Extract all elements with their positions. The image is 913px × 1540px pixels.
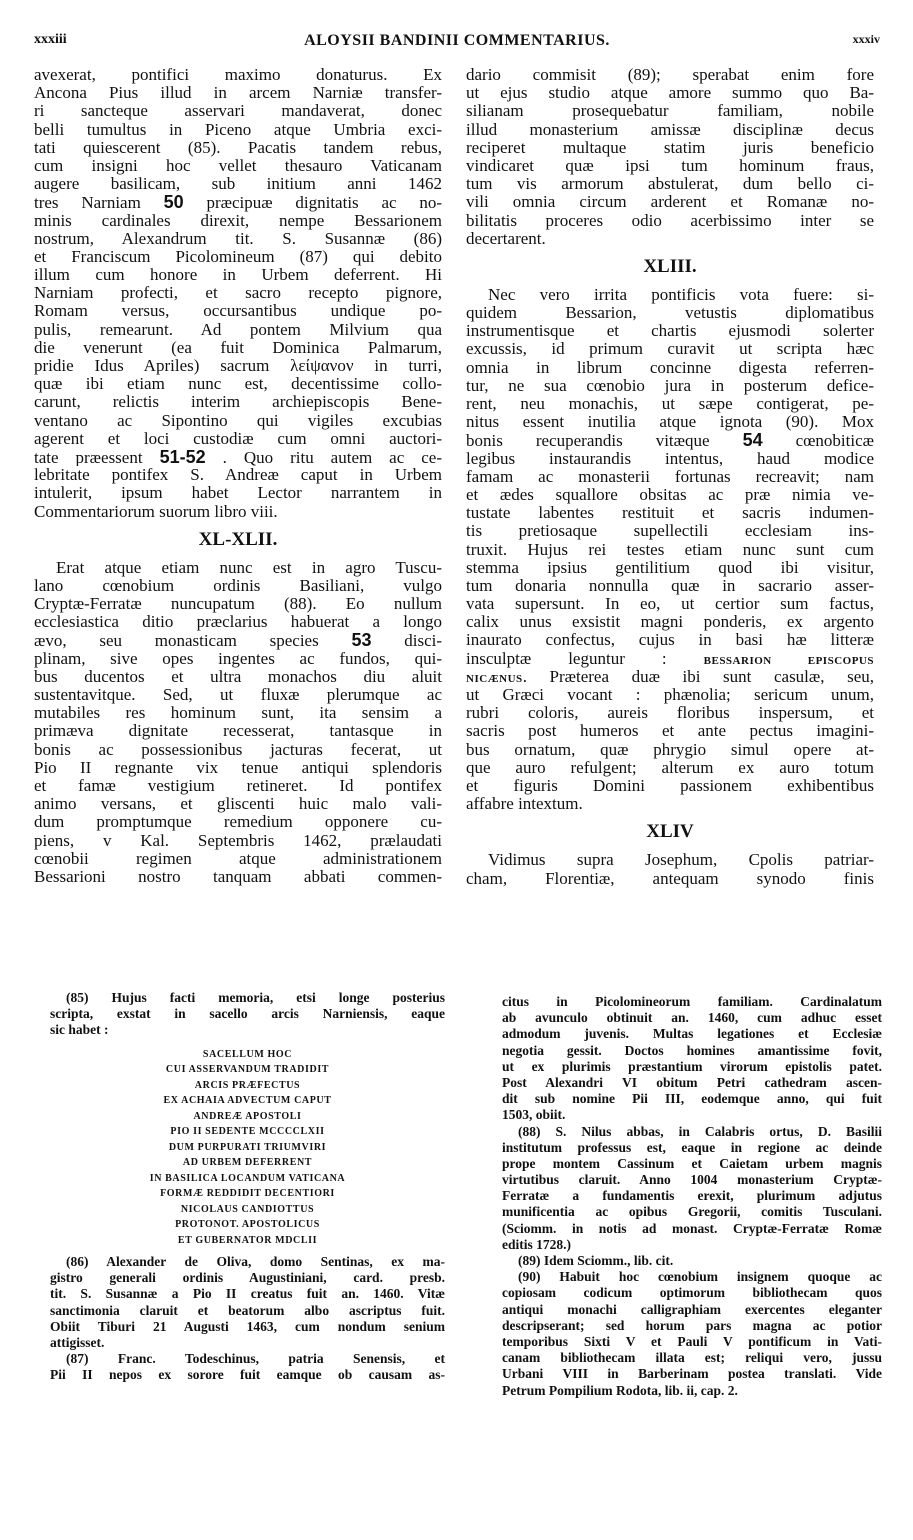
line-text: Romam versus, occursantibus undique po- (34, 302, 442, 321)
line-text: vili omnia circum arderent et Romanæ no- (466, 193, 874, 212)
line-text: ævo, seu monasticam species (34, 631, 319, 650)
line-text: avexerat, pontifici maximo donaturus. Ex (34, 66, 442, 84)
line-text: ecclesiastica ditio præclarius habuerat a longo (34, 613, 442, 632)
line-text: tur, ne sua cœnobio jura in posterum defice- (466, 376, 874, 395)
left-column-line (34, 248, 442, 266)
line-text: editis 1728.) (502, 1236, 571, 1252)
right-column-line (466, 613, 874, 631)
section-heading: XLIII. (643, 255, 697, 277)
page-number-right: xxxiv (852, 32, 880, 46)
right-column-line (466, 631, 874, 649)
footnote-line (50, 1319, 445, 1335)
footnote-line (502, 1075, 882, 1091)
line-text: cœnobiticæ (795, 431, 874, 450)
line-text: pridie Idus Apriles) sacrum λείψανον in turri, (34, 357, 442, 375)
line-text: citus in Picolomineorum familiam. Cardinalatum (502, 994, 882, 1009)
line-text: Urbani VIII in Barberinam postea translati. Vide (502, 1366, 882, 1382)
right-column-line (466, 870, 874, 888)
line-text: famam ac monasterii fortunas recreavit; nam (466, 467, 874, 486)
right-column-line (466, 468, 874, 486)
line-text: et figuris Domini passionem exhibentibus (466, 776, 874, 795)
right-column-line (466, 759, 874, 777)
line-text: (85) Hujus facti memoria, etsi longe posterius (66, 990, 445, 1005)
line-text: cham, Florentiæ, antequam synodo finis (466, 869, 874, 888)
footnote-line (502, 1140, 882, 1156)
line-text: 1503, obiit. (502, 1107, 566, 1123)
small-caps-text: BESSARION EPISCOPUS (703, 654, 874, 667)
left-column-line (34, 84, 442, 102)
line-text: piens, v Kal. Septembris 1462, prælaudati (34, 831, 442, 850)
line-text: truxit. Hujus rei testes etiam nunc sunt cum (466, 540, 874, 559)
left-column-line (34, 777, 442, 795)
left-column-line (34, 102, 442, 120)
footnote-line (502, 1350, 882, 1366)
right-column-line (466, 851, 874, 869)
right-column-line (466, 230, 874, 248)
left-column-line (34, 339, 442, 357)
inscription-line: AD URBEM DEFERRENT (182, 1157, 313, 1169)
footnotes-right (502, 994, 882, 1399)
left-column-line (34, 66, 442, 84)
right-column-line (466, 212, 874, 230)
line-text: dit sub nomine Pii III, eodemque anno, qui fuit (502, 1091, 882, 1107)
line-text: præcipuæ dignitatis ac no- (206, 193, 442, 212)
left-column-line (34, 321, 442, 339)
right-column-line (466, 175, 874, 193)
line-text: inaurato confectus, cujus in basi hæ litteræ (466, 631, 874, 650)
line-text: attigisset. (50, 1335, 105, 1350)
left-column-line (34, 577, 442, 595)
inscription-line: DUM PURPURATI TRIUMVIRI (168, 1141, 327, 1153)
line-text: temporibus Sixti V et Pauli V pontificum in Vati- (502, 1333, 882, 1349)
line-text: lebritate pontifex S. Andreæ caput in Urbem (34, 466, 442, 485)
footnote-line (502, 1366, 882, 1382)
left-column-line (34, 559, 442, 577)
line-text: sanctimonia claruit et beatorum albo ascriptus fuit. (50, 1302, 445, 1318)
footnote-line (50, 1254, 445, 1270)
footnote-line (502, 1302, 882, 1318)
left-column-line (34, 795, 442, 813)
footnote-line (50, 1270, 445, 1286)
line-text: Vidimus supra Josephum, Cpolis patriar- (488, 851, 874, 870)
small-caps-text: NICÆNUS (466, 672, 523, 685)
left-column-line (34, 121, 442, 139)
line-text: tustate labentes restituit et sacris indumen- (466, 504, 874, 523)
line-text: (89) Idem Sciomm., lib. cit. (518, 1253, 674, 1268)
right-column-line (466, 486, 874, 504)
line-text: Erat atque etiam nunc est in agro Tuscu- (56, 558, 442, 577)
line-text: Bessarioni nostro tanquam abbati commen- (34, 867, 442, 886)
line-text: agerent et loci custodiæ cum omni auctori- (34, 429, 442, 448)
line-text: tati quiescerent (85). Pacatis tandem rebus, (34, 138, 442, 157)
line-text: Pii II nepos ex sorore fuit eamque ob causam as- (50, 1367, 445, 1383)
footnote-line (502, 1043, 882, 1059)
left-column-line (34, 595, 442, 613)
right-column-line (466, 431, 874, 449)
footnote-line (50, 1286, 445, 1302)
inscription-line: PROTONOT. APOSTOLICUS (175, 1219, 320, 1231)
right-column-line (466, 559, 874, 577)
line-text: instrumentisque et chartis ejusmodi solerter (466, 322, 874, 341)
footnote-line (502, 1221, 882, 1237)
line-text: augere basilicam, sub initium anni 1462 (34, 175, 442, 194)
line-text: dario commisit (89); sperabat enim fore (466, 66, 874, 84)
line-text: vata supersunt. In eo, ut certior sum factus, (466, 595, 874, 614)
line-text: institutum professus est, eaque in regione ac deinde (502, 1139, 882, 1155)
line-text: dum promptumque remedium opponere cu- (34, 813, 442, 832)
footnote-85 (50, 990, 445, 1039)
line-text: Cryptæ-Ferratæ nuncupatum (88). Eo nullum (34, 595, 442, 614)
line-text: insculptæ leguntur : (466, 649, 667, 668)
line-text: omnia in librum concinne digesta referren- (466, 358, 874, 377)
left-column-line (34, 668, 442, 686)
line-text: . Quo ritu autem ac ce- (222, 447, 442, 467)
line-text: reciperet multaque statim juris beneficio (466, 138, 874, 157)
line-text: ut ex plurimis præstantium virorum epistolis patet. (502, 1058, 882, 1074)
inscription-line: NICOLAUS CANDIOTTUS (180, 1203, 315, 1215)
line-text: intulerit, ipsum habet Lector narrantem in (34, 484, 442, 503)
footnote-line (50, 1335, 445, 1351)
left-column-line (34, 832, 442, 850)
line-text: (86) Alexander de Oliva, domo Sentinas, ex ma- (66, 1254, 445, 1270)
left-column-line (34, 302, 442, 320)
line-text: tres Narniam (34, 193, 141, 212)
left-column-line (34, 686, 442, 704)
line-text: Ancona Pius illud in arcem Narniæ transfer- (34, 84, 442, 103)
line-text: que auro refulgent; alterum ex auro totum (466, 758, 874, 777)
line-text: sacris post humeros et ante pectus imagini- (466, 722, 874, 741)
right-column-line (466, 668, 874, 686)
line-text: virtutibus claruit. Anno 1004 monasterium Cryptæ- (502, 1172, 882, 1188)
right-column-line (466, 157, 874, 175)
footnote-line (502, 1091, 882, 1107)
footnote-line (502, 1318, 882, 1334)
right-column-line (466, 139, 874, 157)
line-text: tis pretiosaque supellectili ecclesiam ins- (466, 522, 874, 541)
left-column-line (34, 650, 442, 668)
line-text: nitus essent inutilia atque ignota (90). Mox (466, 413, 874, 432)
line-text: cœnobii regimen atque administrationem (34, 849, 442, 868)
line-text: et ædes squallore obsitas ac præ nimia ve- (466, 485, 874, 504)
margin-number: 51-52 (159, 447, 206, 467)
line-text: animo versans, et gliscenti huic malo vali- (34, 795, 442, 814)
right-column-line (466, 322, 874, 340)
line-text: admodum juvenis. Multas legationes et Ecclesiæ (502, 1026, 882, 1042)
line-text: tit. S. Susannæ a Pio II creatus fuit an. 1460. Vitæ (50, 1286, 445, 1302)
left-column-line (34, 466, 442, 484)
line-text: plinam, sive opes ingentes ac fundos, qui- (34, 649, 442, 668)
left-column-line (34, 193, 442, 211)
footnotes-left (50, 990, 445, 1384)
right-column-line (466, 741, 874, 759)
line-text: Obiit Tiburi 21 Augusti 1463, cum nondum senium (50, 1318, 445, 1334)
left-column-line (34, 139, 442, 157)
left-column-line (34, 868, 442, 886)
line-text: (90) Habuit hoc cœnobium insignem quoque ac (518, 1269, 882, 1285)
footnote-line (50, 990, 445, 1006)
line-text: canam bibliothecam illata est; reliqui vero, jussu (502, 1350, 882, 1366)
inscription-line: ANDREÆ APOSTOLI (193, 1110, 302, 1122)
line-text: negotia gessit. Doctos homines amantissime fovit, (502, 1042, 882, 1058)
line-text: et Franciscum Picolomineum (87) qui debito (34, 247, 442, 266)
left-column-line (34, 212, 442, 230)
footnote-line (502, 1253, 882, 1269)
right-column-line (466, 704, 874, 722)
left-column-line (34, 430, 442, 448)
right-column-line (466, 395, 874, 413)
line-text: Ferratæ a fundamentis erexit, plurimum adjutus (502, 1188, 882, 1204)
line-text: quæ ibi etiam nunc est, decentissime collo- (34, 375, 442, 394)
right-column-line (466, 795, 874, 813)
footnote-line (502, 1156, 882, 1172)
left-column-line (34, 722, 442, 740)
line-text: et famæ vestigium retineret. Id pontifex (34, 776, 442, 795)
footnote-line (502, 1059, 882, 1075)
line-text: copiosam codicum optimorum bibliothecam quos (502, 1285, 882, 1301)
left-column-line (34, 704, 442, 722)
line-text: vindicaret quæ ipsi tum hominum fraus, (466, 156, 874, 175)
left-column-line (34, 741, 442, 759)
left-column-line (34, 503, 442, 521)
left-column-line (34, 850, 442, 868)
line-text: (88) S. Nilus abbas, in Calabris ortus, D. Basilii (518, 1123, 882, 1139)
line-text: illud monasterium amissæ disciplinæ decus (466, 120, 874, 139)
line-text: (Sciomm. in notis ad monast. Cryptæ-Ferratæ Romæ (502, 1220, 882, 1236)
line-text: Pio II regnante vix tenue antiqui splendoris (34, 758, 442, 777)
line-text: calix unus exsistit magni ponderis, ex argento (466, 613, 874, 632)
line-text: pulis, remearunt. Ad pontem Milvium qua (34, 320, 442, 339)
line-text: affabre intextum. (466, 795, 583, 814)
footnote-line (502, 1204, 882, 1220)
line-text: scripta, exstat in sacello arcis Narniensis, eaque (50, 1006, 445, 1022)
left-column-line (34, 613, 442, 631)
line-text: munificentia ac opibus Gregorii, comitis Tusculani. (502, 1204, 882, 1220)
line-text: ut ejus studio atque amore summo quo Ba- (466, 84, 874, 103)
line-text: bonis ac possessionibus jacturas fecerat, ut (34, 740, 442, 759)
line-text: belli tumultus in Piceno atque Umbria exci- (34, 120, 442, 139)
line-text: sustentavitque. Sed, ut fluxæ plerumque ac (34, 686, 442, 704)
line-text: tum vis armorum abstulerat, dum bello ci- (466, 175, 874, 194)
left-column-line (34, 813, 442, 831)
line-text: legibus instaurandis intentus, haud modice (466, 449, 874, 468)
inscription-line: IN BASILICA LOCANDUM VATICANA (149, 1172, 346, 1184)
line-text: Narniam profecti, et sacro recepto pignore, (34, 284, 442, 303)
footnote-line (50, 1303, 445, 1319)
inscription-block (50, 1047, 445, 1249)
left-column-line (34, 375, 442, 393)
margin-number: 54 (742, 431, 763, 450)
right-column-line (466, 84, 874, 102)
margin-number: 53 (351, 631, 372, 650)
footnote-line (50, 1022, 445, 1038)
right-column-line (466, 777, 874, 795)
footnote-line (502, 1010, 882, 1026)
line-text: cum insigni hoc vellet thesauro Vaticanam (34, 156, 442, 175)
line-text: ab avunculo obtinuit an. 1460, cum adhuc esset (502, 1010, 882, 1026)
inscription-line: FORMÆ REDDIDIT DECENTIORI (160, 1188, 335, 1200)
line-text: primæva dignitate recesserat, tantasque in (34, 722, 442, 741)
line-text: . Præterea duæ ibi sunt casulæ, seu, (522, 667, 874, 686)
right-column-line (466, 541, 874, 559)
left-column-line (34, 284, 442, 302)
line-text: die venerunt (ea fuit Dominica Palmarum, (34, 338, 442, 357)
footnote-line (50, 1367, 445, 1383)
line-text: ventano ac Sipontino qui vigiles excubias (34, 411, 442, 430)
line-text: bilitatis proceres odio acerbissimo inter se (466, 211, 874, 230)
footnote-line (502, 1188, 882, 1204)
footnote-line (502, 1285, 882, 1301)
line-text: tate præessent (34, 447, 143, 467)
line-text: bus ornatum, quæ phrygio simul opere at- (466, 740, 874, 759)
left-column-line (34, 266, 442, 284)
line-text: Nec vero irrita pontificis vota fuere: si- (488, 285, 874, 304)
right-column-line (466, 286, 874, 304)
line-text: descripserant; sed horum pars magna ac potior (502, 1317, 882, 1333)
line-text: rent, neu monachis, ut sæpe contigerat, pe- (466, 395, 874, 413)
line-text: antiqui monachi calligraphiam exercentes eleganter (502, 1301, 882, 1317)
footnote-line (502, 1237, 882, 1253)
inscription-line: PIO II SEDENTE MCCCCLXII (170, 1126, 325, 1138)
left-column-line (34, 484, 442, 502)
line-text: ri sancteque asservari mandaverat, donec (34, 102, 442, 121)
left-column-line (34, 230, 442, 248)
running-header (34, 32, 880, 54)
inscription-line: ARCIS PRÆFECTUS (194, 1079, 301, 1091)
line-text: nostrum, Alexandrum tit. S. Susannæ (86) (34, 229, 442, 248)
inscription-line: ET GUBERNATOR MDCLII (177, 1234, 318, 1246)
line-text: decertarent. (466, 229, 546, 248)
line-text: prope montem Cassinum et Caietam urbem magnis (502, 1155, 882, 1171)
left-column-line (34, 393, 442, 411)
line-text: silianam prosequebatur familiam, nobile (466, 102, 874, 121)
running-title: ALOYSII BANDINII COMMENTARIUS. (304, 32, 610, 49)
left-column-line (34, 759, 442, 777)
right-column-line (466, 340, 874, 358)
inscription-line: SACELLUM HOC (202, 1048, 293, 1060)
footnote-line (502, 1124, 882, 1140)
right-column-line (466, 413, 874, 431)
line-text: excussis, id primum curavit ut scripta hæc (466, 340, 874, 359)
footnotes-86-87 (50, 1254, 445, 1384)
line-text: rubri coloris, aureis floribus inspersum, et (466, 704, 874, 723)
footnote-line (502, 1334, 882, 1350)
right-column-line (466, 359, 874, 377)
line-text: ut Græci vocant : phænolia; sericum unum, (466, 686, 874, 704)
right-column-line (466, 577, 874, 595)
footnote-line (502, 1383, 882, 1399)
footnote-line (50, 1351, 445, 1367)
page-number-left: xxxiii (34, 32, 67, 47)
line-text: (87) Franc. Todeschinus, patria Senensis, et (66, 1351, 445, 1367)
left-column-line (34, 448, 442, 466)
footnote-line (502, 1269, 882, 1285)
right-column-line (466, 650, 874, 668)
right-column-line (466, 193, 874, 211)
line-text: disci- (404, 631, 442, 650)
line-text: bonis recuperandis vitæque (466, 431, 710, 450)
right-column-line (466, 66, 874, 84)
right-column-line (466, 722, 874, 740)
footnote-line (502, 994, 882, 1010)
line-text: illum cum honore in Urbem deferrent. Hi (34, 266, 442, 285)
section-heading: XL-XLII. (198, 528, 278, 550)
right-column-line (466, 522, 874, 540)
line-text: Petrum Pompilium Rodota, lib. ii, cap. 2. (502, 1382, 738, 1398)
section-heading: XLIV (646, 821, 694, 843)
line-text: Commentariorum suorum libro viii. (34, 502, 278, 521)
right-column (466, 66, 874, 888)
left-column-line (34, 357, 442, 375)
right-column-line (466, 102, 874, 120)
line-text: minis cardinales direxit, nempe Bessarionem (34, 211, 442, 230)
margin-number: 50 (163, 193, 184, 212)
line-text: quidem Bessarion, vetustis diplomatibus (466, 304, 874, 323)
right-column-line (466, 504, 874, 522)
line-text: carunt, relictis interim archiepiscopis Bene- (34, 393, 442, 412)
left-column-line (34, 175, 442, 193)
line-text: mutabiles res hominum sunt, ita sensim a (34, 704, 442, 723)
left-column-line (34, 631, 442, 649)
right-column-line (466, 121, 874, 139)
right-column-line (466, 450, 874, 468)
footnote-line (502, 1026, 882, 1042)
line-text: stemma ipsius gentilitium quod ibi visitur, (466, 558, 874, 577)
left-column (34, 66, 442, 886)
right-column-line (466, 304, 874, 322)
footnote-line (502, 1172, 882, 1188)
line-text: gistro generali ordinis Augustiniani, card. presb. (50, 1270, 445, 1286)
line-text: lano cœnobium ordinis Basiliani, vulgo (34, 576, 442, 595)
footnote-line (502, 1107, 882, 1123)
right-column-line (466, 595, 874, 613)
left-column-line (34, 412, 442, 430)
line-text: tum donaria nonnulla quæ in sacrario asser- (466, 576, 874, 595)
right-column-line (466, 377, 874, 395)
line-text: sic habet : (50, 1022, 109, 1038)
inscription-line: EX ACHAIA ADVECTUM CAPUT (163, 1095, 332, 1107)
left-column-line (34, 157, 442, 175)
line-text: bus ducentos et ultra monachos diu aluit (34, 667, 442, 686)
right-column-line (466, 686, 874, 704)
footnote-line (50, 1006, 445, 1022)
inscription-line: CUI ASSERVANDUM TRADIDIT (165, 1064, 330, 1076)
line-text: Post Alexandri VI obitum Petri cathedram ascen- (502, 1074, 882, 1090)
